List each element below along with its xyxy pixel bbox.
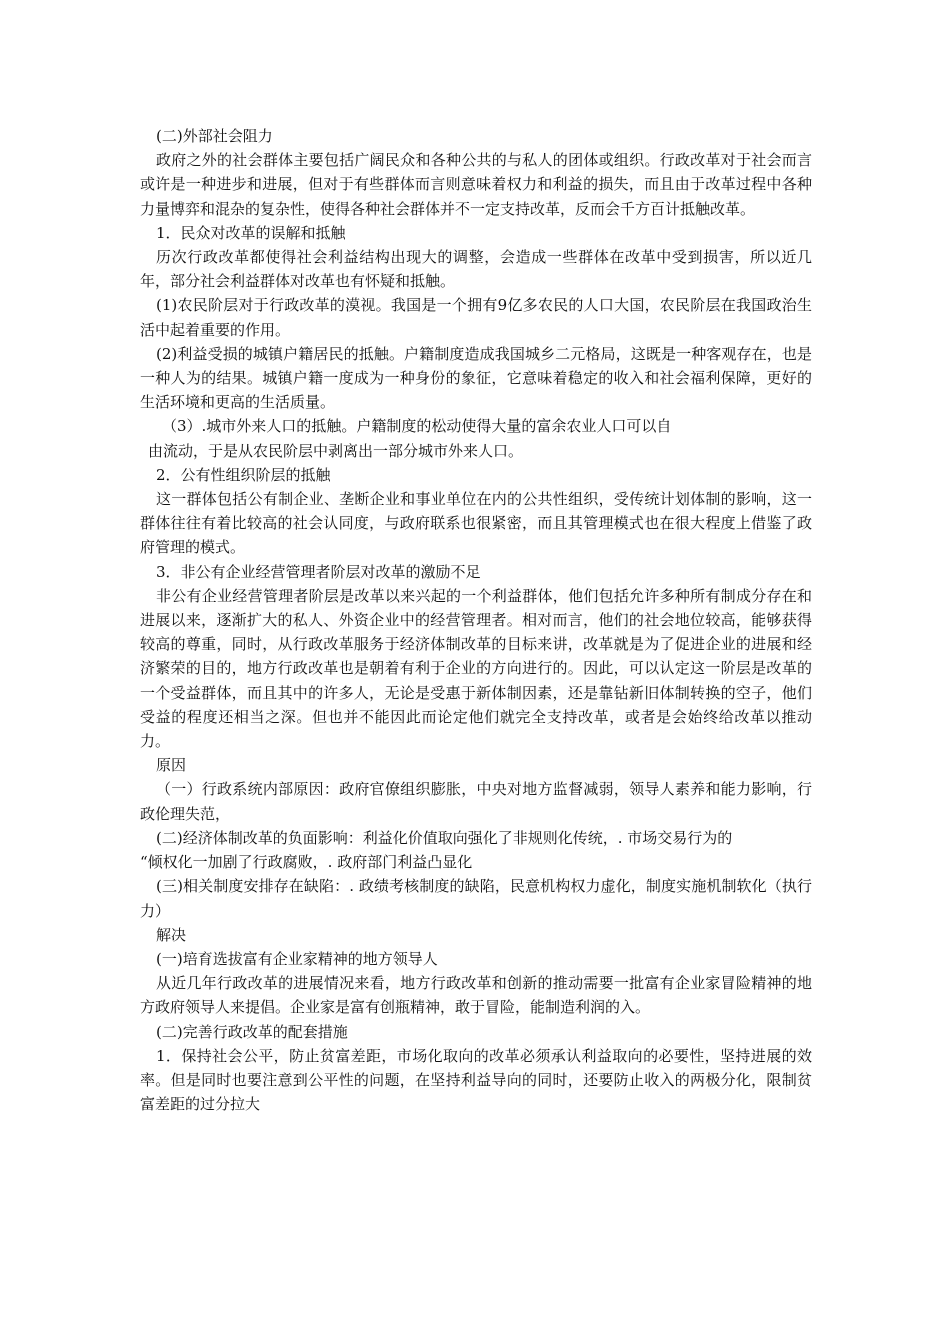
list-item-migrants: （3）.城市外来人口的抵触。户籍制度的松动使得大量的富余农业人口可以自: [162, 417, 672, 436]
paragraph: 非公有企业经营管理者阶层是改革以来兴起的一个利益群体，他们包括允许多种所有制成分存在和进展以来，逐渐扩大的私人、外资企业中的经营管理者。相对而言，他们的社会地位较高，能够获得较高的尊重，同时，从行政改革服务于经济体制改革的目标来讲，改革就是为了促进企业的进展和经济繁荣的目的，地方行政改革也是朝着有利于企业的方向进行的。因此，可以认定这一阶层是改革的一个受益群体，而且其中的许多人，无论是受惠于新体制因素，还是靠钻新旧体制转换的空子，他们受益的程度还相当之深。但也并不能因此而论定他们就完全支持改革，或者是会始终给改革以推动力。: [140, 586, 812, 751]
cause-item-2-continuation: “倾权化一加剧了行政腐败，. 政府部门利益凸显化: [140, 853, 473, 872]
cause-item-3: (三)相关制度安排存在缺陷：. 政绩考核制度的缺陷，民意机构权力虚化，制度实施机制软化（执行力）: [140, 877, 812, 920]
list-item-farmers: (1)农民阶层对于行政改革的漠视。我国是一个拥有9亿多农民的人口大国，农民阶层在我国政治生活中起着重要的作用。: [140, 296, 812, 339]
list-item-urban-residents: (2)利益受损的城镇户籍居民的抵触。户籍制度造成我国城乡二元格局，这既是一种客观存在，也是一种人为的结果。城镇户籍一度成为一种身份的象征，它意味着稳定的收入和社会福利保障，更好的生活环境和更高的生活质量。: [140, 344, 812, 412]
section-heading-external-resistance: (二)外部社会阻力: [156, 127, 273, 145]
subheading-nonpublic-managers: 3．非公有企业经营管理者阶层对改革的激励不足: [156, 562, 481, 581]
subheading-public-organizations: 2．公有性组织阶层的抵触: [156, 465, 331, 484]
heading-causes: 原因: [156, 756, 187, 775]
paragraph: 从近几年行政改革的进展情况来看，地方行政改革和创新的推动需要一批富有企业家冒险精神的地方政府领导人来提倡。企业家是富有创瓶精神，敢于冒险，能制造利润的入。: [140, 974, 812, 1017]
solution-item-2: (二)完善行政改革的配套措施: [156, 1022, 348, 1041]
solution-item-1: (一)培育选拔富有企业家精神的地方领导人: [156, 949, 438, 968]
document-body: [140, 124, 812, 1116]
subheading-public-misunderstanding: 1．民众对改革的误解和抵触: [156, 223, 346, 242]
cause-item-2: (二)经济体制改革的负面影响：利益化价值取向强化了非规则化传统，. 市场交易行为的: [156, 828, 733, 847]
cause-item-1: （一）行政系统内部原因：政府官僚组织膨胀，中央对地方监督减弱，领导人素养和能力影响，行政伦理失范，: [140, 780, 812, 823]
paragraph-continuation: 由流动，于是从农民阶层中剥离出一部分城市外来人口。: [148, 441, 524, 460]
paragraph: 政府之外的社会群体主要包括广阔民众和各种公共的与私人的团体或组织。行政改革对于社会而言或许是一种进步和进展，但对于有些群体而言则意味着权力和利益的损失，而且由于改革过程中各种力量博弈和混杂的复杂性，使得各种社会群体并不一定支持改革，反而会千方百计抵触改革。: [140, 151, 812, 218]
paragraph: 1．保持社会公平，防止贫富差距，市场化取向的改革必须承认利益取向的必要性，坚持进展的效率。但是同时也要注意到公平性的问题，在坚持利益导向的同时，还要防止收入的两极分化，限制贫富差距的过分拉大: [140, 1046, 812, 1114]
paragraph: 这一群体包括公有制企业、垄断企业和事业单位在内的公共性组织，受传统计划体制的影响，这一群体往往有着比较高的社会认同度，与政府联系也很紧密，而且其管理模式也在很大程度上借鉴了政府管理的模式。: [140, 490, 812, 557]
heading-solutions: 解决: [156, 925, 187, 944]
paragraph: 历次行政改革都使得社会利益结构出现大的调整，会造成一些群体在改革中受到损害，所以近几年，部分社会利益群体对改革也有怀疑和抵触。: [140, 248, 812, 291]
